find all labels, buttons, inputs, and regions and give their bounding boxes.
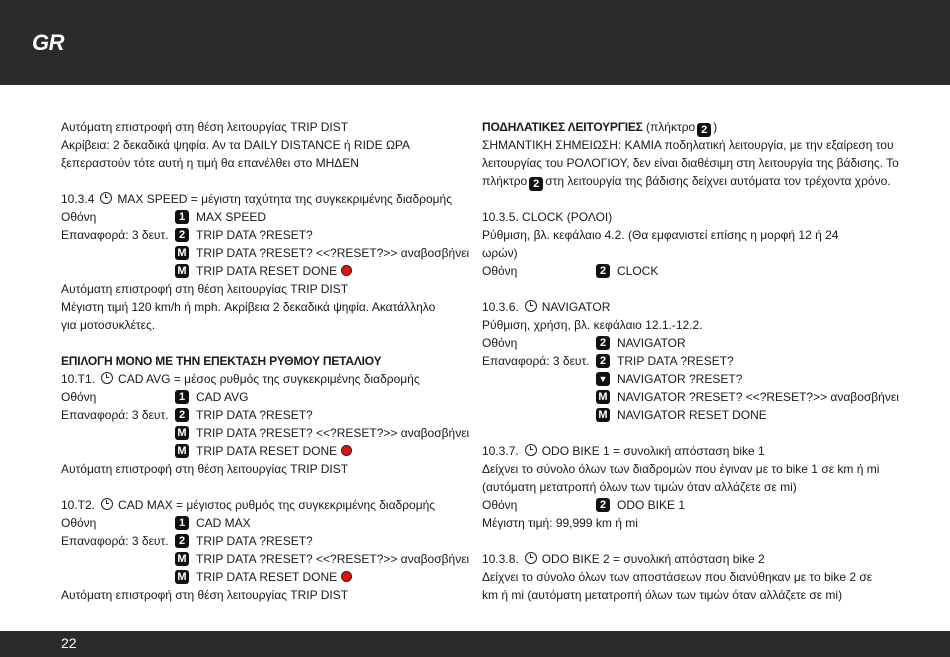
key-m-icon: M (175, 246, 189, 260)
text-line: Μέγιστη τιμή: 99,999 km ή mi (482, 516, 638, 530)
key-row: M TRIP DATA ?RESET? <<?RESET?>> αναβοσβήνει (61, 424, 461, 442)
text-line: Αυτόματη επιστροφή στη θέση λειτουργίας TRIP DIST (61, 120, 349, 134)
key-1-icon: 1 (175, 516, 189, 530)
key-down-icon: ▼ (596, 372, 610, 386)
clock-icon (100, 192, 112, 204)
section-title: 10.3.8. ODO BIKE 2 = συνολική απόσταση bike 2 (482, 552, 765, 566)
section-heading: ΕΠΙΛΟΓΗ ΜΟΝΟ ΜΕ ΤΗΝ ΕΠΕΚΤΑΣΗ ΡΥΘΜΟΥ ΠΕΤΑΛΙΟΥ (61, 354, 382, 368)
key-1-icon: 1 (175, 210, 189, 224)
red-dot-icon (341, 445, 352, 456)
clock-icon (525, 552, 537, 564)
key-row: Επαναφορά: 3 δευτ. 2 TRIP DATA ?RESET? (61, 408, 313, 422)
clock-icon (101, 372, 113, 384)
key-row: Οθόνη 1 CAD MAX (61, 516, 251, 530)
key-m-icon: M (596, 408, 610, 422)
text-line: ωρών) (482, 246, 518, 260)
red-dot-icon (341, 571, 352, 582)
key-m-icon: M (175, 570, 189, 584)
key-2-icon: 2 (596, 264, 610, 278)
key-2-icon: 2 (596, 336, 610, 350)
text-line: km ή mi (αυτόματη μετατροπή όλων των τιμών όταν αλλάζετε σε mi) (482, 588, 843, 602)
key-2-icon: 2 (175, 408, 189, 422)
text-line: ΣΗΜΑΝΤΙΚΗ ΣΗΜΕΙΩΣΗ: ΚΑΜΙΑ ποδηλατική λειτουργία, με την εξαίρεση του (482, 138, 894, 152)
key-row: M TRIP DATA RESET DONE (61, 262, 461, 280)
text-line: πλήκτρο 2 στη λειτουργία της βάδισης δείχνει αυτόματα τον τρέχοντα χρόνο. (482, 174, 891, 190)
key-2-icon: 2 (529, 177, 543, 191)
text-line: για μοτοσυκλέτες. (61, 318, 156, 332)
key-m-icon: M (175, 264, 189, 278)
key-row: M TRIP DATA ?RESET? <<?RESET?>> αναβοσβήνει (61, 244, 461, 262)
header-band (0, 0, 950, 85)
key-row: Οθόνη 1 MAX SPEED (61, 210, 267, 224)
language-code: GR (32, 30, 64, 55)
right-column (482, 118, 902, 604)
footer-band (0, 631, 950, 657)
key-row: Επαναφορά: 3 δευτ. 2 TRIP DATA ?RESET? (61, 534, 313, 548)
key-row: Επαναφορά: 3 δευτ. 2 TRIP DATA ?RESET? (61, 228, 313, 242)
key-row: M TRIP DATA RESET DONE (61, 442, 461, 460)
section-title: 10.T1. CAD AVG = μέσος ρυθμός της συγκεκριμένης διαδρομής (61, 372, 420, 386)
key-row: M TRIP DATA RESET DONE (61, 568, 461, 586)
key-m-icon: M (175, 552, 189, 566)
key-row: Οθόνη 2 ODO BIKE 1 (482, 498, 686, 512)
key-2-icon: 2 (596, 498, 610, 512)
key-2-icon: 2 (175, 228, 189, 242)
key-m-icon: M (175, 444, 189, 458)
key-m-icon: M (175, 426, 189, 440)
text-line: Αυτόματη επιστροφή στη θέση λειτουργίας TRIP DIST (61, 282, 349, 296)
clock-icon (525, 300, 537, 312)
text-line: Ρύθμιση, βλ. κεφάλαιο 4.2. (Θα εμφανιστεί επίσης η μορφή 12 ή 24 (482, 228, 839, 242)
clock-icon (525, 444, 537, 456)
key-row: Οθόνη 2 CLOCK (482, 264, 659, 278)
key-row: ▼ NAVIGATOR ?RESET? (482, 370, 902, 388)
key-2-icon: 2 (175, 534, 189, 548)
section-title: 10.T2. CAD MAX = μέγιστος ρυθμός της συγκεκριμένης διαδρομής (61, 498, 436, 512)
key-2-icon: 2 (596, 354, 610, 368)
key-row: M NAVIGATOR RESET DONE (482, 406, 902, 424)
text-line: (αυτόματη μετατροπή όλων των τιμών όταν αλλάζετε σε mi) (482, 480, 797, 494)
text-line: Αυτόματη επιστροφή στη θέση λειτουργίας TRIP DIST (61, 588, 349, 602)
left-column (61, 118, 470, 604)
key-row: M TRIP DATA ?RESET? <<?RESET?>> αναβοσβήνει (61, 550, 461, 568)
text-line: Δείχνει το σύνολο όλων των διαδρομών που έγιναν με το bike 1 σε km ή mi (482, 462, 880, 476)
key-row: Οθόνη 1 CAD AVG (61, 390, 249, 404)
text-line: Δείχνει το σύνολο όλων των αποστάσεων που διανύθηκαν με το bike 2 σε (482, 570, 873, 584)
text-line: Αυτόματη επιστροφή στη θέση λειτουργίας TRIP DIST (61, 462, 349, 476)
text-line: Ρύθμιση, χρήση, βλ. κεφάλαιο 12.1.-12.2. (482, 318, 703, 332)
page-number: 22 (61, 635, 77, 651)
key-row: Οθόνη 2 NAVIGATOR (482, 336, 686, 350)
red-dot-icon (341, 265, 352, 276)
key-row: Επαναφορά: 3 δευτ. 2 TRIP DATA ?RESET? (482, 354, 734, 368)
section-title: 10.3.5. CLOCK (ΡΟΛΟΙ) (482, 210, 613, 224)
key-m-icon: M (596, 390, 610, 404)
section-title: 10.3.4 MAX SPEED = μέγιστη ταχύτητα της συγκεκριμένης διαδρομής (61, 192, 453, 206)
key-2-icon: 2 (697, 123, 711, 137)
key-row: M NAVIGATOR ?RESET? <<?RESET?>> αναβοσβήνει (482, 388, 902, 406)
clock-icon (101, 498, 113, 510)
key-1-icon: 1 (175, 390, 189, 404)
text-line: λειτουργίας του ΡΟΛΟΓΙΟΥ, δεν είναι διαθέσιμη στη λειτουργία της βάδισης. Το (482, 156, 899, 170)
text-line: Ακρίβεια: 2 δεκαδικά ψηφία. Αν τα DAILY DISTANCE ή RIDE ΩΡΑ (61, 138, 411, 152)
section-title: 10.3.7. ODO BIKE 1 = συνολική απόσταση bike 1 (482, 444, 765, 458)
text-line: Μέγιστη τιμή 120 km/h ή mph. Ακρίβεια 2 δεκαδικά ψηφία. Ακατάλληλο (61, 300, 436, 314)
section-title: 10.3.6. NAVIGATOR (482, 300, 611, 314)
text-line: ξεπεραστούν τότε αυτή η τιμή θα επανέλθει στο ΜΗΔΕΝ (61, 156, 359, 170)
section-heading: ΠΟΔΗΛΑΤΙΚΕΣ ΛΕΙΤΟΥΡΓΙΕΣ (πλήκτρο 2 ) (482, 120, 718, 136)
